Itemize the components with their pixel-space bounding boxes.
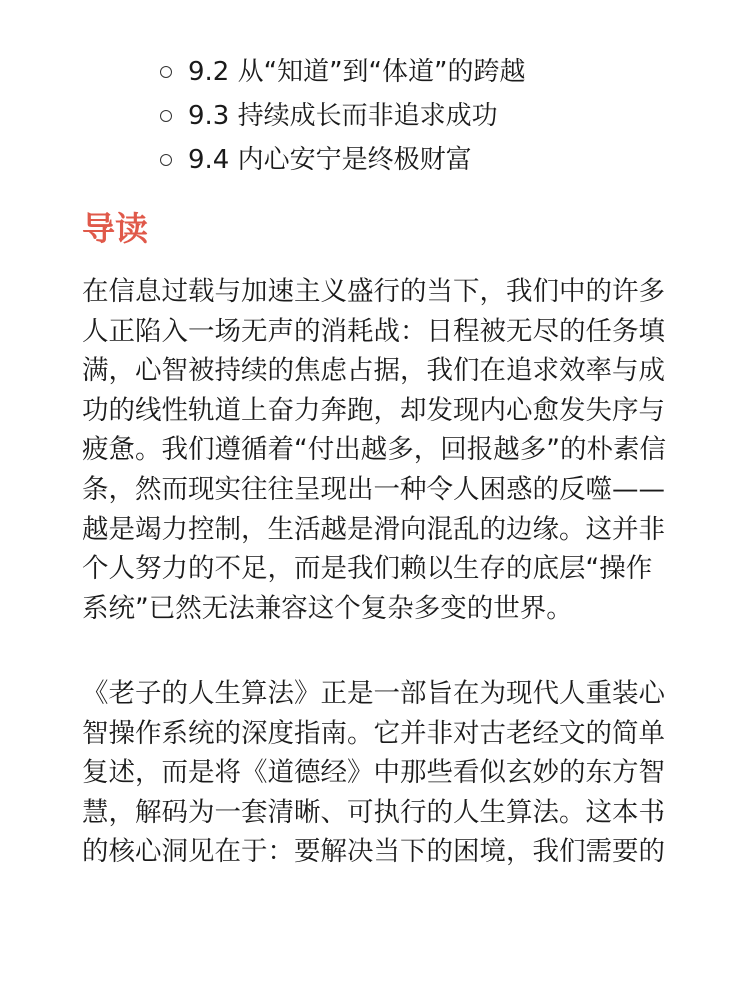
toc-item[interactable] [160,94,720,138]
body-paragraph: 《老子的人生算法》正是一部旨在为现代人重装心智操作系统的深度指南。它并非对古老经文的简单复述，而是将《道德经》中那些看似玄妙的东方智慧，解码为一套清晰、可执行的人生算法。这本书的核心洞见在于：要解决当下的困境，我们需要的 [82,678,665,868]
section-heading: 导读 [82,209,148,248]
toc-item-label: 9.4 内心安宁是终极财富 [188,145,472,175]
toc-item-label: 9.2 从“知道”到“体道”的跨越 [188,57,526,87]
body-paragraph: 在信息过载与加速主义盛行的当下，我们中的许多人正陷入一场无声的消耗战：日程被无尽的任务填满，心智被持续的焦虑占据，我们在追求效率与成功的线性轨道上奋力奔跑，却发现内心愈发失序与疲惫。我们遵循着“付出越多，回报越多”的朴素信条，然而现实往往呈现出一种令人困惑的反噬——越是竭力控制，生活越是滑向混乱的边缘。这并非个人努力的不足，而是我们赖以生存的底层“操作系统”已然无法兼容这个复杂多变的世界。 [82,276,666,624]
hollow-circle-bullet-icon [160,110,172,122]
table-of-contents [160,50,720,182]
hollow-circle-bullet-icon [160,154,172,166]
toc-item[interactable] [160,138,720,182]
hollow-circle-bullet-icon [160,66,172,78]
toc-item[interactable] [160,50,720,94]
toc-item-label: 9.3 持续成长而非追求成功 [188,101,498,131]
